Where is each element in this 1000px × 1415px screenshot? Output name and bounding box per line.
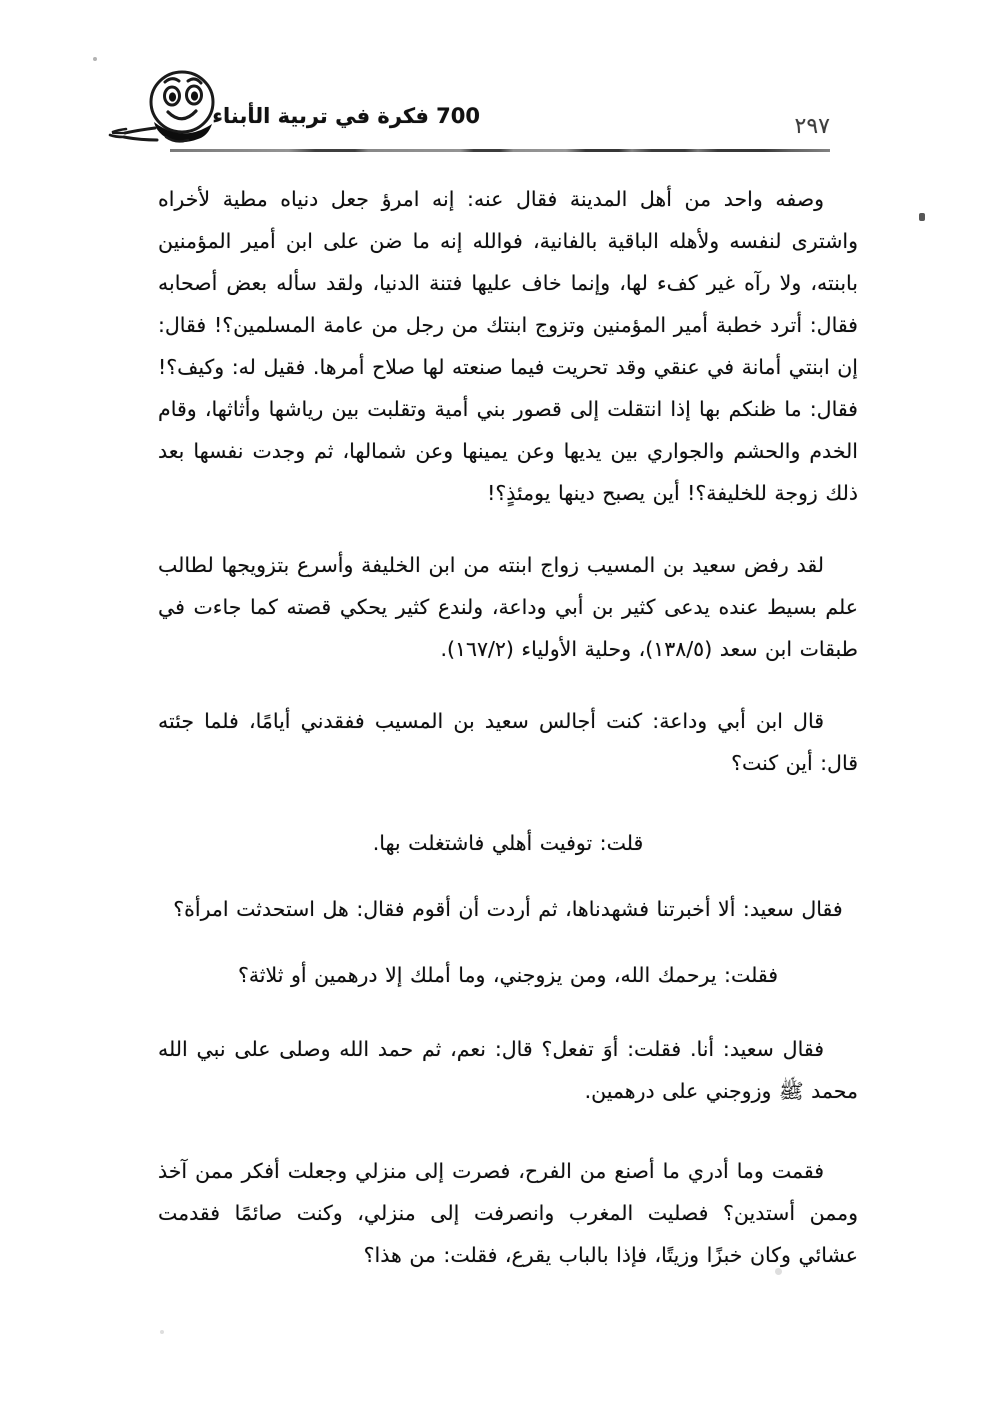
- header-rule: [170, 149, 830, 152]
- paragraph-2: لقد رفض سعيد بن المسيب زواج ابنته من ابن الخليفة وأسرع بتزويجها لطالب علم بسيط عنده يدعى كثير بن أبي وداعة، ولندع كثير يحكي قصته كما جاءت في طبقات ابن سعد (١٣٨/٥)، وحلية الأولياء (١٦٧/٢).: [158, 553, 858, 661]
- smiley-face-mascot: [108, 58, 228, 166]
- paragraph-3: قال ابن أبي وداعة: كنت أجالس سعيد بن المسيب ففقدني أيامًا، فلما جئته قال: أين كنت؟: [158, 709, 858, 775]
- paragraph-8: فقمت وما أدري ما أصنع من الفرح، فصرت إلى منزلي وجعلت أفكر ممن آخذ وممن أستدين؟ فصليت المغرب وانصرفت إلى منزلي، وكنت صائمًا فقدمت عشائي وكان خبزًا وزيتًا، فإذا بالباب يقرع، فقلت: من هذا؟: [158, 1159, 858, 1267]
- page-body: [158, 178, 858, 1276]
- dialogue-line-2: فقال سعيد: ألا أخبرتنا فشهدناها، ثم أردت أن أقوم فقال: هل استحدثت امرأة؟: [173, 897, 843, 921]
- page-number: ٢٩٧: [794, 114, 830, 139]
- scan-speck: [93, 57, 97, 61]
- scan-speck: [919, 213, 925, 221]
- scan-speck: [775, 1268, 782, 1275]
- paragraph-1: وصفه واحد من أهل المدينة فقال عنه: إنه امرؤ جعل دنياه مطية لأخراه واشترى لنفسه ولأهله الباقية بالفانية، فوالله إنه ما ضن على ابن أمير المؤمنين بابنته، ولا رآه غير كفء لها، وإنما خاف عليها فتنة الدنيا، ولقد سأله بعض أصحابه فقال: أترد خطبة أمير المؤمنين وتزوج ابنتك من رجل من عامة المسلمين؟! فقال: إن ابنتي أمانة في عنقي وقد تحريت فيما صنعته لها صلاح أمرها. فقيل له: وكيف؟! فقال: ما ظنكم بها إذا انتقلت إلى قصور بني أمية وتقلبت بين رياشها وأثاثها، وقام الخدم والحشم والجواري بين يديها وعن يمينها وعن شمالها، ثم وجدت نفسها بعد ذلك زوجة للخليفة؟! أين يصبح دينها يومئذٍ؟!: [158, 187, 858, 505]
- dialogue-line-1: قلت: توفيت أهلي فاشتغلت بها.: [372, 831, 644, 855]
- scan-speck: [160, 1330, 164, 1334]
- dialogue-line-3: فقلت: يرحمك الله، ومن يزوجني، وما أملك إلا درهمين أو ثلاثة؟: [237, 963, 779, 987]
- paragraph-7: فقال سعيد: أنا. فقلت: أوَ تفعل؟ قال: نعم، ثم حمد الله وصلى على نبي الله محمد ﷺ وزوجني على درهمين.: [158, 1037, 858, 1103]
- running-header: [170, 96, 830, 158]
- book-title: 700 فكرة في تربية الأبناء: [212, 104, 480, 128]
